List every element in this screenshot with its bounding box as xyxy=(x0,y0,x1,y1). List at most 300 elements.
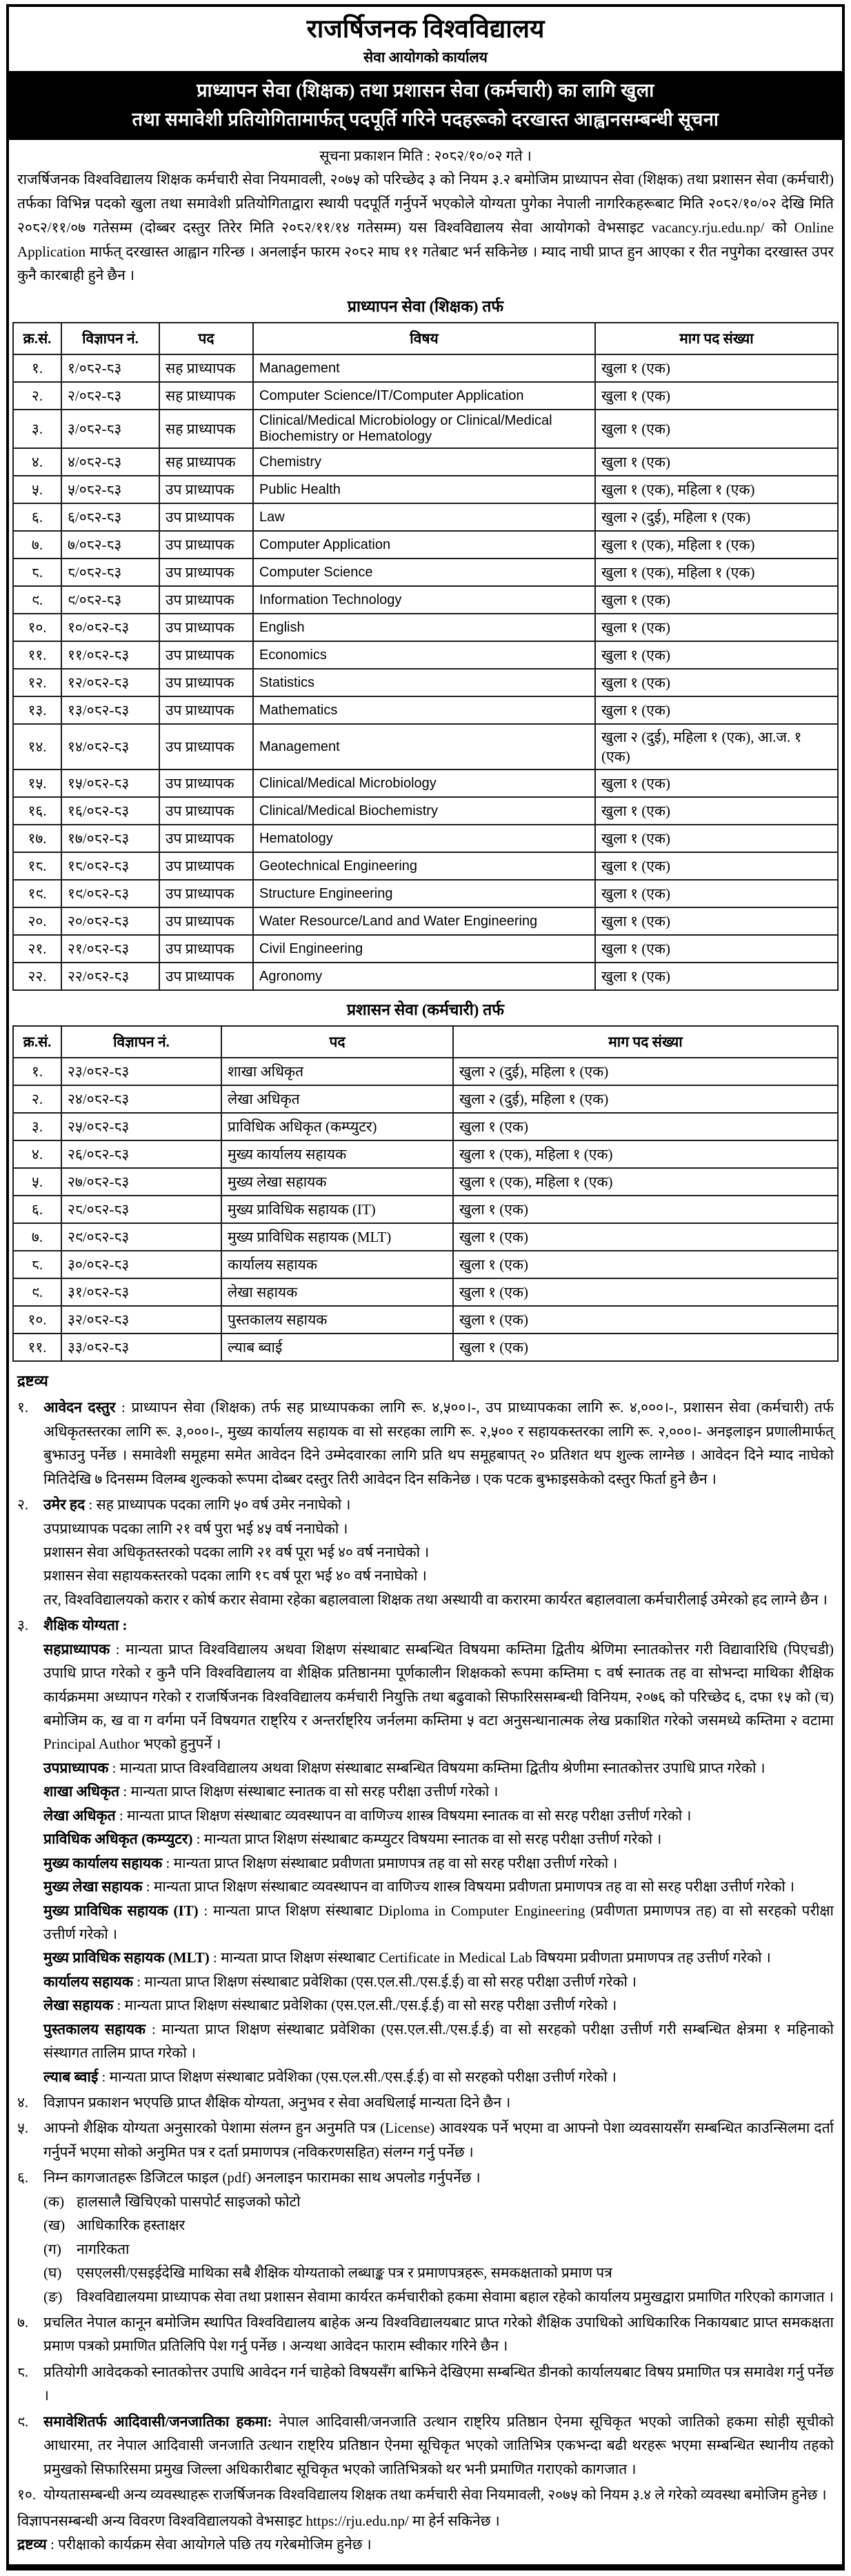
table-cell: खुला १ (एक) xyxy=(453,1251,838,1278)
table-cell: ६/०८२-८३ xyxy=(61,503,159,531)
table-row xyxy=(13,559,838,586)
table-cell: खुला १ (एक) xyxy=(595,852,838,880)
note-label: मुख्य प्राविधिक सहायक (IT) xyxy=(43,1902,199,1919)
note-label: सहप्राध्यापक xyxy=(43,1640,110,1658)
footer-note-text: : परीक्षाको कार्यक्रम सेवा आयोगले पछि तय गरेबमोजिम हुनेछ । xyxy=(46,2536,372,2553)
note-body xyxy=(43,2166,834,2308)
note-text-content: : मान्यता प्राप्त शिक्षण संस्थाबाट Diploma in Computer Engineering (प्रवीणता प्रमाणपत्र तह) वा सो सरहको परीक्षा उत्तीर्ण गरेको । xyxy=(43,1902,834,1942)
table-cell: खुला १ (एक) xyxy=(595,963,838,990)
note-text-content: : मान्यता प्राप्त शिक्षण संस्थाबाट व्यवस्थापन वा वाणिज्य शास्त्र विषयमा प्रवीणता प्रमाणपत्र तह वा सो सरह परीक्षा उत्तीर्ण गरेको । xyxy=(142,1878,795,1895)
note-text-content: : मान्यता प्राप्त शिक्षण संस्थाबाट प्रवेशिका (एस.एल.सी./एस.ई.ई) वा सो सरहको परीक्षा उत्तीर्ण गरी सम्बन्धित क्षेत्रमा १ महिनाको संस्थागत तालिम प्राप्त गरेको । xyxy=(43,2020,834,2062)
table-row xyxy=(13,1223,838,1251)
note-text xyxy=(43,1875,834,1898)
table-cell: खुला १ (एक) xyxy=(595,797,838,825)
teaching-section-title: प्राध्यापन सेवा (शिक्षक) तर्फ xyxy=(347,298,504,316)
note-text-content: आफ्नो शैक्षिक योग्यता अनुसारको पेशामा संलग्न हुन अनुमति पत्र (License) आवश्यक पर्ने भएमा वा आफ्नो पेशा व्यवसायसँग सम्बन्धित काउन्सिलमा दर्ता गर्नुपर्ने भएमा सोको अनुमित पत्र र दर्ता प्रमाणपत्र (नविकरणसहित) संलग्न गर्नु पर्नेछ । xyxy=(43,2120,834,2160)
table-row xyxy=(13,641,838,669)
table-cell: उप प्राध्यापक xyxy=(159,559,253,586)
table-cell: Management xyxy=(253,354,595,382)
table-cell: खुला १ (एक) xyxy=(453,1306,838,1334)
note-number: ६. xyxy=(17,2169,29,2186)
table-cell: ८. xyxy=(13,559,61,586)
note-sub-item xyxy=(43,2285,834,2308)
table-cell: ७. xyxy=(13,531,61,559)
table-cell: खुला १ (एक) xyxy=(595,769,838,797)
office-name: सेवा आयोगको कार्यालय xyxy=(363,49,488,66)
table-cell: ५. xyxy=(13,476,61,503)
table-cell: लेखा सहायक xyxy=(221,1278,453,1306)
table-row xyxy=(13,1196,838,1223)
table-row xyxy=(13,696,838,724)
table-row xyxy=(13,769,838,797)
note-text-content: प्रतियोगी आवेदकको स्नातकोत्तर उपाधि आवेदन गर्न चाहेको विषयसँग बाझिने देखिएमा सम्बन्धित डीनको कार्यालयबाट विषय प्रमाणित पत्र समावेश गर्नु पर्नेछ । xyxy=(43,2363,834,2404)
table-cell: २४/०८२-८३ xyxy=(61,1085,221,1113)
table-cell: २९/०८२-८३ xyxy=(61,1223,221,1251)
table-cell: उप प्राध्यापक xyxy=(159,724,253,769)
table-cell: २७/०८२-८३ xyxy=(61,1168,221,1196)
table-header-row xyxy=(13,323,838,354)
note-sub-marker: (घ) xyxy=(43,2264,62,2282)
table-row xyxy=(13,1251,838,1278)
note-text-content: : मान्यता प्राप्त शिक्षण संस्थाबाट प्रवेशिका (एस.एल.सी./एस.ई.ई) वा सो सरहको परीक्षा उत्तीर्ण गरेको । xyxy=(98,2068,617,2085)
document-header xyxy=(9,7,842,71)
table-cell: २०/०८२-८३ xyxy=(61,907,159,935)
note-label: आवेदन दस्तुर xyxy=(43,1399,116,1416)
table-cell: खुला १ (एक) xyxy=(595,696,838,724)
table-row xyxy=(13,531,838,559)
table-row xyxy=(13,1278,838,1306)
table-cell: Clinical/Medical Biochemistry xyxy=(253,797,595,825)
table-cell: खुला १ (एक) xyxy=(595,448,838,476)
table-row xyxy=(13,382,838,410)
note-text xyxy=(43,1564,834,1587)
note-body xyxy=(43,2360,834,2408)
table-cell: Chemistry xyxy=(253,448,595,476)
note-text xyxy=(43,1780,834,1803)
table-cell: Civil Engineering xyxy=(253,935,595,963)
note-text-content: प्रशासन सेवा अधिकृतस्तरको पदका लागि २१ वर्ष पूरा भई ४० वर्ष ननाघेको । xyxy=(43,1543,430,1560)
note-text-content: : प्राध्यापन सेवा (शिक्षक) तर्फ सह प्राध्यापकका लागि रू. ४,५००।-, उप प्राध्यापकका लागि रू. ४,०००।-, प्रशासन सेवा (कर्मचारी) तर्फ अधिकृतस्तरका लागि रू. ३,०००।-, मुख्य कार्यालय सहायक वा सो सरहका लागि रू. २,५०० र सहायकस्तरका लागि रू. २,०००।- अनइलाइन प्रणालीमार्फत् बुझाउनु पर्नेछ । समावेशी समूहमा समेत आवेदन दिने उम्मेदवारका लागि प्रति थप समूहबापत् २० प्रतिशत थप शुल्क लाग्नेछ । आवेदन दिने म्याद नाघेको मितिदेखि ७ दिनसम्म विलम्ब शुल्कको रूपमा दोब्बर दस्तुर तिरी आवेदन दिन सकिनेछ । एक पटक बुझाइसकेको दस्तुर फिर्ता हुने छैन । xyxy=(43,1399,834,1487)
table-cell: ४. xyxy=(13,1140,61,1168)
table-cell: ११/०८२-८३ xyxy=(61,641,159,669)
table-row xyxy=(13,907,838,935)
table-cell: Clinical/Medical Microbiology xyxy=(253,769,595,797)
table-cell: सह प्राध्यापक xyxy=(159,354,253,382)
table-row xyxy=(13,724,838,769)
column-header: पद xyxy=(159,323,253,354)
table-cell: ३१/०८२-८३ xyxy=(61,1278,221,1306)
table-cell: उप प्राध्यापक xyxy=(159,825,253,852)
table-row xyxy=(13,797,838,825)
notice-banner xyxy=(9,71,842,140)
table-cell: उप प्राध्यापक xyxy=(159,852,253,880)
table-cell: उप प्राध्यापक xyxy=(159,641,253,669)
notice-document xyxy=(6,4,845,2570)
notes-section xyxy=(9,1365,842,2506)
note-item xyxy=(17,2410,834,2481)
column-header: विषय xyxy=(253,323,595,354)
table-cell: उप प्राध्यापक xyxy=(159,586,253,614)
table-row xyxy=(13,1140,838,1168)
table-row xyxy=(13,503,838,531)
notes-list xyxy=(17,1396,834,2506)
admin-section-title: प्रशासन सेवा (कर्मचारी) तर्फ xyxy=(346,1001,505,1019)
table-cell: ३. xyxy=(13,410,61,448)
teaching-table xyxy=(12,322,839,991)
note-text-content: : मान्यता प्राप्त शिक्षण संस्थाबाट प्रवेशिका (एस.एल.सी./एस.ई.ई) वा सो सरह परीक्षा उत्तीर्ण गरेको । xyxy=(132,1973,637,1990)
table-cell: १४/०८२-८३ xyxy=(61,724,159,769)
note-label: शैक्षिक योग्यता : xyxy=(43,1617,128,1634)
note-text xyxy=(43,1970,834,1993)
note-text-content: हालसालै खिचिएको पासपोर्ट साइजको फोटो xyxy=(77,2193,301,2210)
table-cell: उप प्राध्यापक xyxy=(159,669,253,696)
table-cell: १७. xyxy=(13,825,61,852)
table-cell: उप प्राध्यापक xyxy=(159,476,253,503)
note-item xyxy=(17,1493,834,1611)
table-cell: २१/०८२-८३ xyxy=(61,935,159,963)
note-sub-marker: (क) xyxy=(43,2193,65,2210)
table-cell: Computer Science xyxy=(253,559,595,586)
note-label: मुख्य लेखा सहायक xyxy=(43,1878,143,1895)
note-text xyxy=(43,2311,834,2358)
table-cell: खुला १ (एक) xyxy=(595,641,838,669)
table-cell: १. xyxy=(13,354,61,382)
note-text-content: आधिकारिक हस्ताक्षर xyxy=(77,2217,186,2234)
table-row xyxy=(13,614,838,641)
table-cell: खुला १ (एक) xyxy=(453,1113,838,1140)
table-row xyxy=(13,1085,838,1113)
column-header: पद xyxy=(221,1026,453,1058)
note-item xyxy=(17,2360,834,2408)
table-row xyxy=(13,448,838,476)
table-cell: खुला १ (एक), महिला १ (एक) xyxy=(595,559,838,586)
note-text xyxy=(43,2065,834,2089)
note-label: उमेर हद xyxy=(43,1496,86,1513)
note-label: प्राविधिक अधिकृत (कम्प्युटर) xyxy=(43,1831,193,1848)
table-cell: उप प्राध्यापक xyxy=(159,907,253,935)
note-text xyxy=(43,1588,834,1611)
note-item xyxy=(17,2116,834,2164)
table-cell: Public Health xyxy=(253,476,595,503)
banner-line-2: तथा समावेशी प्रतियोगितामार्फत् पदपूर्ति गरिने पदहरूको दरखास्त आह्वानसम्बन्धी सूचना xyxy=(132,109,719,130)
table-cell: Information Technology xyxy=(253,586,595,614)
note-body xyxy=(43,2311,834,2358)
table-cell: ९. xyxy=(13,586,61,614)
table-cell: ३. xyxy=(13,1113,61,1140)
table-cell: Geotechnical Engineering xyxy=(253,852,595,880)
note-text xyxy=(43,1638,834,1756)
table-cell: १६/०८२-८३ xyxy=(61,797,159,825)
note-sub-item xyxy=(43,2261,834,2284)
table-cell: १७/०८२-८३ xyxy=(61,825,159,852)
table-cell: १०. xyxy=(13,1306,61,1334)
note-text-content: निम्न कागजातहरू डिजिटल फाइल (pdf) अनलाइन फारामका साथ अपलोड गर्नुपर्नेछ । xyxy=(43,2169,481,2186)
note-item xyxy=(17,2483,834,2506)
table-cell: ७. xyxy=(13,1223,61,1251)
table-cell: खुला १ (एक) xyxy=(453,1223,838,1251)
table-cell: खुला १ (एक) xyxy=(453,1196,838,1223)
note-text xyxy=(43,1899,834,1946)
table-cell: १३/०८२-८३ xyxy=(61,696,159,724)
table-cell: उप प्राध्यापक xyxy=(159,531,253,559)
note-item xyxy=(17,1396,834,1491)
note-number: १. xyxy=(17,1399,29,1416)
table-cell: खुला १ (एक) xyxy=(595,935,838,963)
table-cell: Structure Engineering xyxy=(253,880,595,907)
table-cell: उप प्राध्यापक xyxy=(159,797,253,825)
note-label: शाखा अधिकृत xyxy=(43,1783,120,1800)
table-cell: ९. xyxy=(13,1278,61,1306)
table-cell: उप प्राध्यापक xyxy=(159,935,253,963)
table-row xyxy=(13,410,838,448)
note-label: ल्याब ब्वाई xyxy=(43,2068,99,2085)
note-text xyxy=(43,2091,834,2114)
note-body xyxy=(43,2091,834,2114)
table-cell: १३. xyxy=(13,696,61,724)
note-text-content: विज्ञापन प्रकाशन भएपछि प्राप्त शैक्षिक योग्यता, अनुभव र सेवा अवधिलाई मान्यता दिने छैन । xyxy=(43,2094,511,2111)
column-header: माग पद संख्या xyxy=(453,1026,838,1058)
table-cell: Economics xyxy=(253,641,595,669)
note-text xyxy=(43,2116,834,2164)
note-text xyxy=(43,2360,834,2408)
note-sub-marker: (ख) xyxy=(43,2217,66,2234)
table-cell: पुस्तकालय सहायक xyxy=(221,1306,453,1334)
note-text-content: प्रशासन सेवा सहायकस्तरको पदका लागि १८ वर्ष पूरा भई ४० वर्ष ननाघेको । xyxy=(43,1567,427,1584)
table-row xyxy=(13,586,838,614)
note-body xyxy=(43,2483,834,2506)
note-body xyxy=(43,2410,834,2481)
note-item xyxy=(17,2091,834,2114)
note-text-content: प्रचलित नेपाल कानून बमोजिम स्थापित विश्वविद्यालय बाहेक अन्य विश्वविद्यालयबाट प्राप्त गरेको शैक्षिक उपाधिको आधिकारिक निकायबाट प्राप्त समकक्षता प्रमाण पत्रको प्रमाणित प्रतिलिपि पेश गर्नु पर्नेछ । अन्यथा आवेदन फाराम स्वीकार गरिने छैन । xyxy=(43,2313,834,2355)
note-label: मुख्य प्राविधिक सहायक (MLT) xyxy=(43,1949,210,1966)
table-cell: Management xyxy=(253,724,595,769)
table-cell: ३०/०८२-८३ xyxy=(61,1251,221,1278)
table-cell: खुला १ (एक) xyxy=(595,825,838,852)
note-text-content: तर, विश्वविद्यालयको करार र कोर्ष करार सेवामा रहेका बहालवाला शिक्षक तथा अस्थायी वा करारमा कार्यरत बहालवाला कर्मचारीलाई उमेरको हद लाग्ने छैन । xyxy=(43,1591,828,1608)
table-cell: शाखा अधिकृत xyxy=(221,1058,453,1085)
note-text-content: : मान्यता प्राप्त शिक्षण संस्थाबाट प्रवीणता प्रमाणपत्र तह वा सो सरह परीक्षा उत्तीर्ण गरेको । xyxy=(162,1854,618,1871)
note-number: ५. xyxy=(17,2120,29,2137)
table-row xyxy=(13,476,838,503)
table-cell: १९/०८२-८३ xyxy=(61,880,159,907)
table-cell: कार्यालय सहायक xyxy=(221,1251,453,1278)
table-cell: खुला १ (एक) xyxy=(453,1334,838,1361)
table-cell: खुला १ (एक) xyxy=(595,880,838,907)
table-cell: उप प्राध्यापक xyxy=(159,614,253,641)
table-row xyxy=(13,1306,838,1334)
note-text-content: : मान्यता प्राप्त शिक्षण संस्थाबाट Certificate in Medical Lab विषयमा प्रवीणता प्रमाणपत्र तह उत्तीर्ण गरेको । xyxy=(209,1949,771,1966)
table-cell: ३/०८२-८३ xyxy=(61,410,159,448)
table-cell: ६. xyxy=(13,503,61,531)
table-cell: १०/०८२-८३ xyxy=(61,614,159,641)
note-body xyxy=(43,1396,834,1491)
column-header: विज्ञापन नं. xyxy=(61,323,159,354)
table-cell: २२. xyxy=(13,963,61,990)
table-row xyxy=(13,354,838,382)
note-text-content: योग्यतासम्बन्धी अन्य व्यवस्थाहरू राजर्षिजनक विश्वविद्यालय शिक्षक तथा कर्मचारी सेवा नियमावली, २०७५ को नियम ३.४ ले गरेको व्यवस्था बमोजिम हुनेछ । xyxy=(43,2486,827,2503)
note-label: उपप्राध्यापक xyxy=(43,1759,109,1776)
note-text xyxy=(43,1946,834,1969)
note-body xyxy=(43,1613,834,2089)
note-label: समावेशितर्फ आदिवासी/जनजातिका हकमा: xyxy=(43,2413,272,2430)
note-sub-marker: (ङ) xyxy=(43,2288,63,2305)
note-number: १०. xyxy=(17,2486,37,2503)
note-text-content: : मान्यता प्राप्त शिक्षण संस्थाबाट प्रवेशिका (एस.एल.सी./एस.ई.ई) वा सो सरह परीक्षा उत्तीर्ण गरेको । xyxy=(113,1997,617,2014)
note-item xyxy=(17,2311,834,2358)
note-text-content: : मान्यता प्राप्त विश्वविद्यालय अथवा शिक्षण संस्थाबाट सम्बन्धित विषयमा कम्तिमा द्वितीय श्रेणिमा स्नातकोत्तर गरी विद्यावारिधि (पिएचडी) उपाधि प्राप्त गरेको र कुनै पनि विश्वविद्यालय वा शैक्षिक प्रतिष्ठानमा पूर्णकालीन शिक्षकको रूपमा कम्तिमा ८ वर्ष स्नातक तह वा सोभन्दा माथिका शैक्षिक कार्यक्रममा अध्यापन गरेको र राजर्षिजनक विश्वविद्यालय कर्मचारी नियुक्ति तथा बढुवाको सिफारिससम्बन्धी विनियम, २०७६ को परिच्छेद ६, दफा १५ को (च) बमोजिम क, ख वा ग वर्गमा पर्ने विषयगत राष्ट्रिय र अन्तर्राष्ट्रिय जर्नलमा कम्तिमा ५ वटा अनुसन्धानात्मक लेख प्रकाशित गरेको जसमध्ये कम्तिमा २ वटामा Principal Author भएको हुनुपर्ने । xyxy=(43,1640,834,1753)
table-cell: २५/०८२-८३ xyxy=(61,1113,221,1140)
document-footer xyxy=(9,2506,842,2556)
table-cell: २०. xyxy=(13,907,61,935)
note-number: ४. xyxy=(17,2094,29,2111)
table-cell: उप प्राध्यापक xyxy=(159,769,253,797)
table-cell: खुला १ (एक) xyxy=(595,410,838,448)
table-cell: ३३/०८२-८३ xyxy=(61,1334,221,1361)
table-cell: ५/०८२-८३ xyxy=(61,476,159,503)
footer-note-line xyxy=(17,2533,834,2556)
note-text-content: नागरिकता xyxy=(77,2240,130,2257)
note-sub-item xyxy=(43,2237,834,2261)
note-number: ३. xyxy=(17,1617,29,1634)
note-text xyxy=(43,1517,834,1540)
table-cell: सह प्राध्यापक xyxy=(159,382,253,410)
table-cell: Mathematics xyxy=(253,696,595,724)
notes-heading: द्रष्टव्य xyxy=(17,1372,48,1390)
table-cell: खुला १ (एक) xyxy=(453,1278,838,1306)
table-cell: मुख्य लेखा सहायक xyxy=(221,1168,453,1196)
table-cell: ८/०८२-८३ xyxy=(61,559,159,586)
note-item xyxy=(17,1613,834,2089)
publish-date: सूचना प्रकाशन मिति : २०८२/१०/०२ गते । xyxy=(319,147,532,164)
note-text-content: उपप्राध्यापक पदका लागि २१ वर्ष पुरा भई ४५ वर्ष ननाघेको । xyxy=(43,1520,348,1537)
table-cell: ११. xyxy=(13,1334,61,1361)
table-cell: खुला १ (एक) xyxy=(595,669,838,696)
note-text xyxy=(43,2483,834,2506)
note-text xyxy=(43,2410,834,2481)
note-text xyxy=(43,1804,834,1827)
table-cell: Hematology xyxy=(253,825,595,852)
table-cell: खुला २ (दुई), महिला १ (एक), आ.ज. १ (एक) xyxy=(595,724,838,769)
table-cell: १५/०८२-८३ xyxy=(61,769,159,797)
table-row xyxy=(13,825,838,852)
column-header: विज्ञापन नं. xyxy=(61,1026,221,1058)
table-cell: खुला १ (एक), महिला १ (एक) xyxy=(453,1140,838,1168)
table-cell: Computer Science/IT/Computer Application xyxy=(253,382,595,410)
note-text xyxy=(43,1493,834,1516)
note-label: मुख्य कार्यालय सहायक xyxy=(43,1854,163,1871)
note-label: कार्यालय सहायक xyxy=(43,1973,133,1990)
note-number: ७. xyxy=(17,2313,29,2331)
table-cell: १५. xyxy=(13,769,61,797)
table-cell: खुला २ (दुई), महिला १ (एक) xyxy=(453,1058,838,1085)
table-cell: १२. xyxy=(13,669,61,696)
note-number: ८. xyxy=(17,2363,29,2380)
table-cell: १९. xyxy=(13,880,61,907)
table-cell: २. xyxy=(13,1085,61,1113)
table-cell: खुला १ (एक) xyxy=(595,382,838,410)
note-text-content: एसएलसी/एसइईदेखि माथिका सबै शैक्षिक योग्यताको लब्धाङ्क पत्र र प्रमाणपत्रहरू, समकक्षताको प्रमाण पत्र xyxy=(77,2264,612,2282)
note-text xyxy=(43,1540,834,1564)
table-cell: १८. xyxy=(13,852,61,880)
table-cell: प्राविधिक अधिकृत (कम्प्युटर) xyxy=(221,1113,453,1140)
table-header-row xyxy=(13,1026,838,1058)
table-cell: लेखा अधिकृत xyxy=(221,1085,453,1113)
table-cell: खुला १ (एक) xyxy=(595,354,838,382)
table-cell: खुला १ (एक), महिला १ (एक) xyxy=(453,1168,838,1196)
column-header: क्र.सं. xyxy=(13,323,61,354)
note-number: २. xyxy=(17,1496,29,1513)
table-row xyxy=(13,1334,838,1361)
table-cell: २. xyxy=(13,382,61,410)
table-row xyxy=(13,1058,838,1085)
note-body xyxy=(43,1493,834,1611)
table-row xyxy=(13,880,838,907)
admin-table xyxy=(12,1025,839,1362)
note-label: लेखा सहायक xyxy=(43,1997,114,2014)
table-cell: खुला २ (दुई), महिला १ (एक) xyxy=(595,503,838,531)
note-text xyxy=(43,1396,834,1491)
table-cell: उप प्राध्यापक xyxy=(159,696,253,724)
note-text xyxy=(43,1993,834,2017)
note-sub-marker: (ग) xyxy=(43,2240,61,2257)
column-header: क्र.सं. xyxy=(13,1026,61,1058)
table-row xyxy=(13,669,838,696)
table-cell: ५. xyxy=(13,1168,61,1196)
table-cell: सह प्राध्यापक xyxy=(159,410,253,448)
note-label: पुस्तकालय सहायक xyxy=(43,2020,146,2037)
table-cell: मुख्य प्राविधिक सहायक (MLT) xyxy=(221,1223,453,1251)
table-cell: उप प्राध्यापक xyxy=(159,963,253,990)
note-text xyxy=(43,2166,834,2189)
table-cell: २२/०८२-८३ xyxy=(61,963,159,990)
table-cell: Agronomy xyxy=(253,963,595,990)
table-cell: १/०८२-८३ xyxy=(61,354,159,382)
note-text xyxy=(43,1827,834,1851)
table-cell: खुला १ (एक), महिला १ (एक) xyxy=(595,476,838,503)
table-cell: मुख्य कार्यालय सहायक xyxy=(221,1140,453,1168)
intro-paragraph: राजर्षिजनक विश्वविद्यालय शिक्षक कर्मचारी सेवा नियमावली, २०७५ को परिच्छेद ३ को नियम ३.२ बमोजिम प्राध्यापन सेवा (शिक्षक) तथा प्रशासन सेवा (कर्मचारी) तर्फका विभिन्न पदको खुला तथा समावेशी प्रतियोगिताद्वारा स्थायी पदपूर्ति गर्नुपर्ने भएकोले योग्यता पुगेका नेपाली नागरिकहरूबाट मिति २०८२/१०/०२ देखि मिति २०८२/११/०७ गतेसम्म (दोब्बर दस्तुर तिरेर मिति २०८२/११/१४ गतेसम्म) यस विश्वविद्यालय सेवा आयोगको वेभसाइट vacancy.rju.edu.np/ को Online Application मार्फत् दरखास्त आह्वान गरिन्छ । अनलाईन फारम २०८२ माघ ११ गतेबाट भर्न सकिनेछ । म्याद नाघी प्राप्त हुन आएका र रीत नपुगेका दरखास्त उपर कुनै कारबाही हुने छैन । xyxy=(17,170,834,284)
note-text-content: : मान्यता प्राप्त विश्वविद्यालय अथवा शिक्षण संस्थाबाट सम्बन्धित विषयमा कम्तिमा द्वितीय श्रेणीमा स्नातकोत्तर उपाधि प्राप्त गरेको । xyxy=(108,1759,765,1776)
footer-note-label: द्रष्टव्य xyxy=(17,2536,47,2553)
table-cell: ल्याब ब्वाई xyxy=(221,1334,453,1361)
table-cell: २८/०८२-८३ xyxy=(61,1196,221,1223)
table-row xyxy=(13,963,838,990)
table-cell: १६. xyxy=(13,797,61,825)
note-body xyxy=(43,2116,834,2164)
table-cell: ९/०८२-८३ xyxy=(61,586,159,614)
table-cell: १. xyxy=(13,1058,61,1085)
table-row xyxy=(13,1168,838,1196)
table-cell: २/०८२-८३ xyxy=(61,382,159,410)
table-cell: १४. xyxy=(13,724,61,769)
note-sub-item xyxy=(43,2190,834,2213)
table-cell: १०. xyxy=(13,614,61,641)
table-cell: २६/०८२-८३ xyxy=(61,1140,221,1168)
note-text xyxy=(43,1756,834,1780)
table-cell: खुला १ (एक) xyxy=(595,586,838,614)
table-row xyxy=(13,852,838,880)
table-cell: ३२/०८२-८३ xyxy=(61,1306,221,1334)
table-cell: खुला २ (दुई), महिला १ (एक) xyxy=(453,1085,838,1113)
table-cell: खुला १ (एक), महिला १ (एक) xyxy=(595,531,838,559)
table-cell: ४/०८२-८३ xyxy=(61,448,159,476)
table-cell: ७/०८२-८३ xyxy=(61,531,159,559)
table-cell: ८. xyxy=(13,1251,61,1278)
table-cell: उप प्राध्यापक xyxy=(159,880,253,907)
note-text-content: : मान्यता प्राप्त शिक्षण संस्थाबाट कम्प्युटर विषयमा स्नातक वा सो सरह परीक्षा उत्तीर्ण गरेको । xyxy=(192,1831,662,1848)
table-row xyxy=(13,1113,838,1140)
table-cell: ११. xyxy=(13,641,61,669)
